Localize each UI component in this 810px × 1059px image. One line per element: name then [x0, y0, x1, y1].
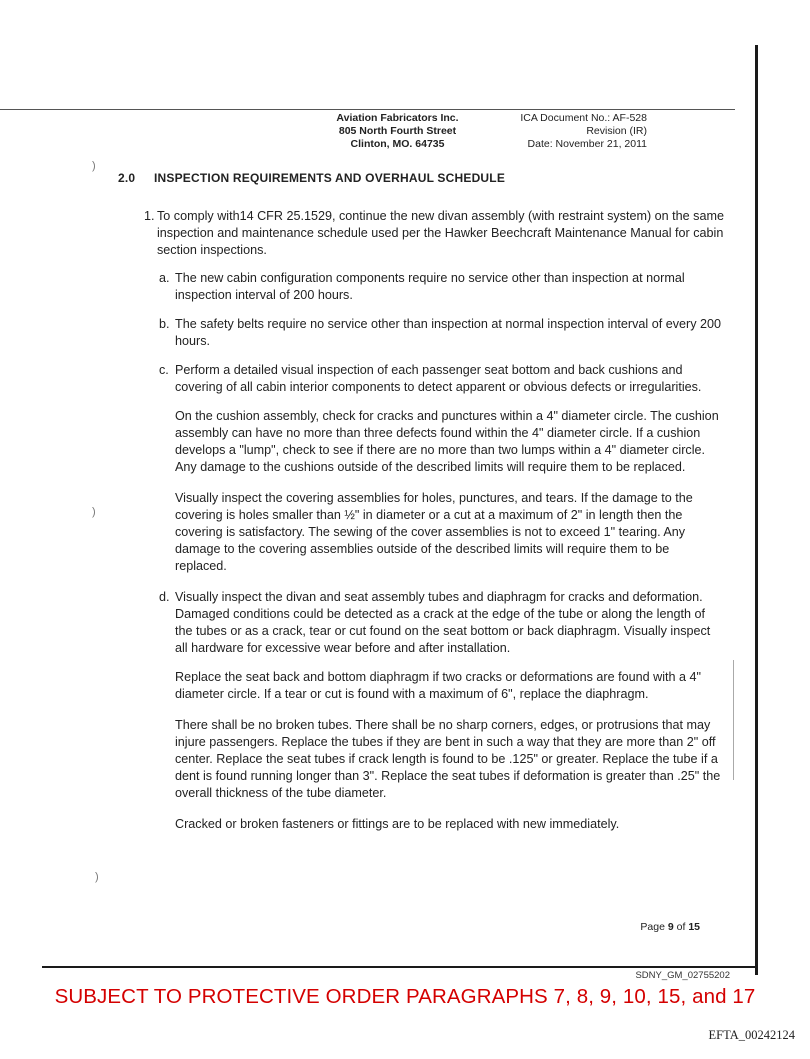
company-name: Aviation Fabricators Inc. — [336, 112, 459, 124]
page-current: 9 — [667, 921, 674, 933]
sub-item-c — [159, 362, 724, 396]
margin-mark: ) — [92, 506, 96, 518]
sub-list — [159, 589, 724, 657]
page-number — [580, 921, 700, 933]
sub-item-text: Visually inspect the divan and seat assembly tubes and diaphragm for cracks and deformation. Damaged conditions could be detected as a crack at the edge of the tube or along the length of the tubes or as a crack, tear or cut found on the seat bottom or back diaphragm. Visually inspect all hardware for excessive wear before and after installation. — [175, 590, 711, 655]
right-margin-bar — [755, 45, 758, 975]
footer-rule — [42, 966, 757, 968]
document-body — [144, 208, 724, 847]
protective-order-notice: SUBJECT TO PROTECTIVE ORDER PARAGRAPHS 7, 8, 9, 10, 15, and 17 — [54, 985, 756, 1008]
section-title: INSPECTION REQUIREMENTS AND OVERHAUL SCHEDULE — [154, 171, 506, 185]
list-item — [144, 208, 724, 259]
list-marker: c. — [159, 363, 169, 377]
section-number: 2.0 — [118, 171, 136, 185]
document-date: Date: November 21, 2011 — [527, 138, 647, 150]
paragraph: On the cushion assembly, check for cracks and punctures within a 4" diameter circle. The cushion assembly can have no more than three defects found within the 4" diameter circle. If a cushion develops a "lump", check to see if there are no more than two lumps within a 4" diameter circle. Any damage to the cushions outside of the described limits will require them to be replaced. — [175, 409, 719, 474]
sub-item-text: The safety belts require no service other than inspection at normal inspection interval of every 200 hours. — [175, 317, 722, 348]
company-address-block — [310, 112, 485, 151]
list-marker: d. — [159, 590, 170, 604]
page-prefix: Page — [640, 921, 668, 933]
paragraph: Visually inspect the covering assemblies for holes, punctures, and tears. If the damage to the covering is holes smaller than ½" in diameter or a cut at a maximum of 2" in length then the covering is satisfactory. The sewing of the cover assemblies is not to exceed 1" tearing. Any damage to the covering assemblies outside of the described limits will require them to be replaced. — [175, 491, 693, 573]
list-item-text: To comply with14 CFR 25.1529, continue the new divan assembly (with restraint system) on the same inspection and maintenance schedule used per the Hawker Beechcraft Maintenance Manual for cabin section inspections. — [157, 209, 724, 257]
document-revision: Revision (IR) — [586, 125, 647, 137]
section-heading — [118, 171, 505, 185]
paragraph: There shall be no broken tubes. There shall be no sharp corners, edges, or protrusions that may injure passengers. Replace the tubes if they are bent in such a way that they are more than 2" off center. Replace the seat tubes if crack length is found to be .125" or greater. Replace the tube if a dent is found running longer than 3". Replace the seat tubes if deformation is greater than .25" the overall thickness of the tube diameter. — [175, 718, 721, 800]
paragraph: Replace the seat back and bottom diaphragm if two cracks or deformations are found with a 4" diameter circle. If a tear or cut is found with a maximum of 6", replace the diaphragm. — [175, 670, 701, 701]
page-total: 15 — [688, 921, 700, 933]
sub-list — [159, 270, 724, 396]
list-marker: a. — [159, 271, 170, 285]
sub-item-text: Perform a detailed visual inspection of each passenger seat bottom and back cushions and covering of all cabin interior components to detect apparent or obvious defects or irregularities. — [175, 363, 702, 394]
header-rule — [0, 109, 735, 110]
bates-number: SDNY_GM_02755202 — [635, 970, 730, 981]
list-marker: 1. — [144, 209, 155, 223]
sub-item-a — [159, 270, 724, 304]
document-info-block — [497, 112, 647, 151]
scan-artifact-line — [733, 660, 734, 780]
margin-mark: ) — [92, 160, 96, 172]
company-city: Clinton, MO. 64735 — [350, 138, 445, 150]
company-street: 805 North Fourth Street — [338, 125, 457, 137]
document-number: ICA Document No.: AF-528 — [520, 112, 647, 124]
sub-item-d — [159, 589, 724, 657]
list-marker: b. — [159, 317, 170, 331]
paragraph: Cracked or broken fasteners or fittings are to be replaced with new immediately. — [175, 817, 620, 831]
sub-item-text: The new cabin configuration components require no service other than inspection at normal inspection interval of 200 hours. — [175, 271, 685, 302]
sub-item-b — [159, 316, 724, 350]
efta-number: EFTA_00242124 — [708, 1028, 795, 1042]
margin-mark: ) — [95, 871, 99, 883]
page-of: of — [673, 921, 689, 933]
